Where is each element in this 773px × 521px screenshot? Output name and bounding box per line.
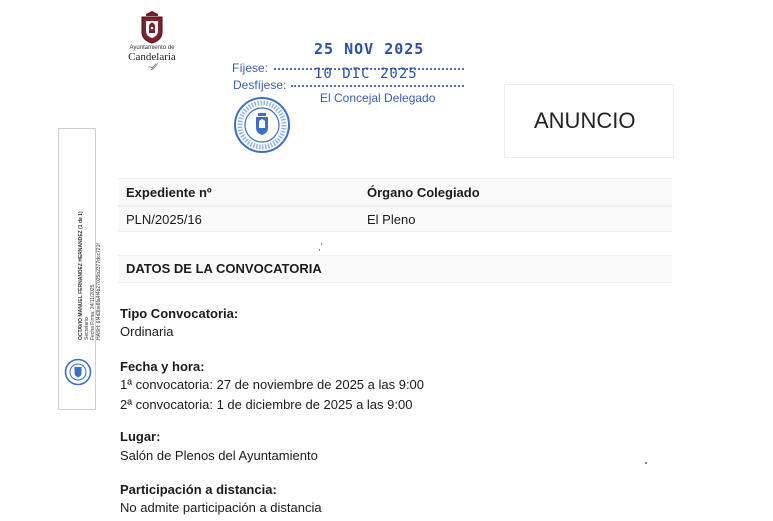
lugar-label: Lugar: bbox=[120, 429, 161, 444]
official-seal bbox=[228, 95, 296, 160]
fecha-segunda: 2ª convocatoria: 1 de diciembre de 2025 a las 9:00 bbox=[120, 397, 413, 412]
logo-flourish: ~⁄⁄ bbox=[147, 62, 157, 72]
logo-line-2: Candelaria bbox=[128, 51, 176, 63]
stray-dot bbox=[645, 462, 647, 464]
logo-line-1: Ayuntamiento de bbox=[129, 45, 175, 51]
desfijese-date-stamp: 10 DIC 2025 bbox=[314, 66, 418, 82]
organo-value: El Pleno bbox=[367, 212, 416, 227]
signer-name: OCTAVIO MANUEL FERNANDEZ HERNANDEZ (1 de 1) bbox=[78, 211, 84, 340]
fijese-date-stamp: 25 NOV 2025 bbox=[314, 40, 425, 58]
signer-label: El Concejal Delegado bbox=[320, 91, 436, 105]
participacion-value: No admite participación a distancia bbox=[120, 500, 322, 515]
tipo-label: Tipo Convocatoria: bbox=[120, 306, 239, 321]
signer-role: Secretario bbox=[84, 317, 90, 340]
signature-date: Fecha Firma: 24/11/2025 bbox=[90, 284, 96, 340]
desfijese-label: Desfíjese: bbox=[233, 78, 287, 92]
section-title: DATOS DE LA CONVOCATORIA bbox=[126, 261, 322, 276]
margin-seal bbox=[64, 358, 92, 391]
tipo-value: Ordinaria bbox=[120, 324, 174, 339]
round-seal-icon bbox=[228, 95, 296, 155]
stray-mark: ,′ bbox=[318, 242, 323, 253]
fecha-label: Fecha y hora: bbox=[120, 359, 205, 374]
municipal-logo bbox=[122, 10, 182, 71]
fijese-label: Fíjese: bbox=[232, 61, 269, 75]
signature-margin-text bbox=[78, 90, 102, 340]
fecha-primera: 1ª convocatoria: 27 de noviembre de 2025 a las 9:00 bbox=[120, 377, 425, 392]
expediente-header: Expediente nº bbox=[126, 185, 212, 200]
document-type-title: ANUNCIO bbox=[534, 108, 636, 133]
participacion-label: Participación a distancia: bbox=[120, 482, 277, 497]
organo-header: Órgano Colegiado bbox=[367, 185, 480, 200]
expediente-value: PLN/2025/16 bbox=[126, 212, 202, 227]
lugar-value: Salón de Plenos del Ayuntamiento bbox=[120, 448, 318, 463]
desfijese-dotted-line bbox=[291, 85, 464, 87]
coat-of-arms-icon bbox=[139, 10, 165, 44]
signature-hash: HASH: 6f4d3be8fa4f4b27025b2377dcc721f bbox=[96, 243, 102, 340]
small-seal-icon bbox=[64, 358, 92, 386]
